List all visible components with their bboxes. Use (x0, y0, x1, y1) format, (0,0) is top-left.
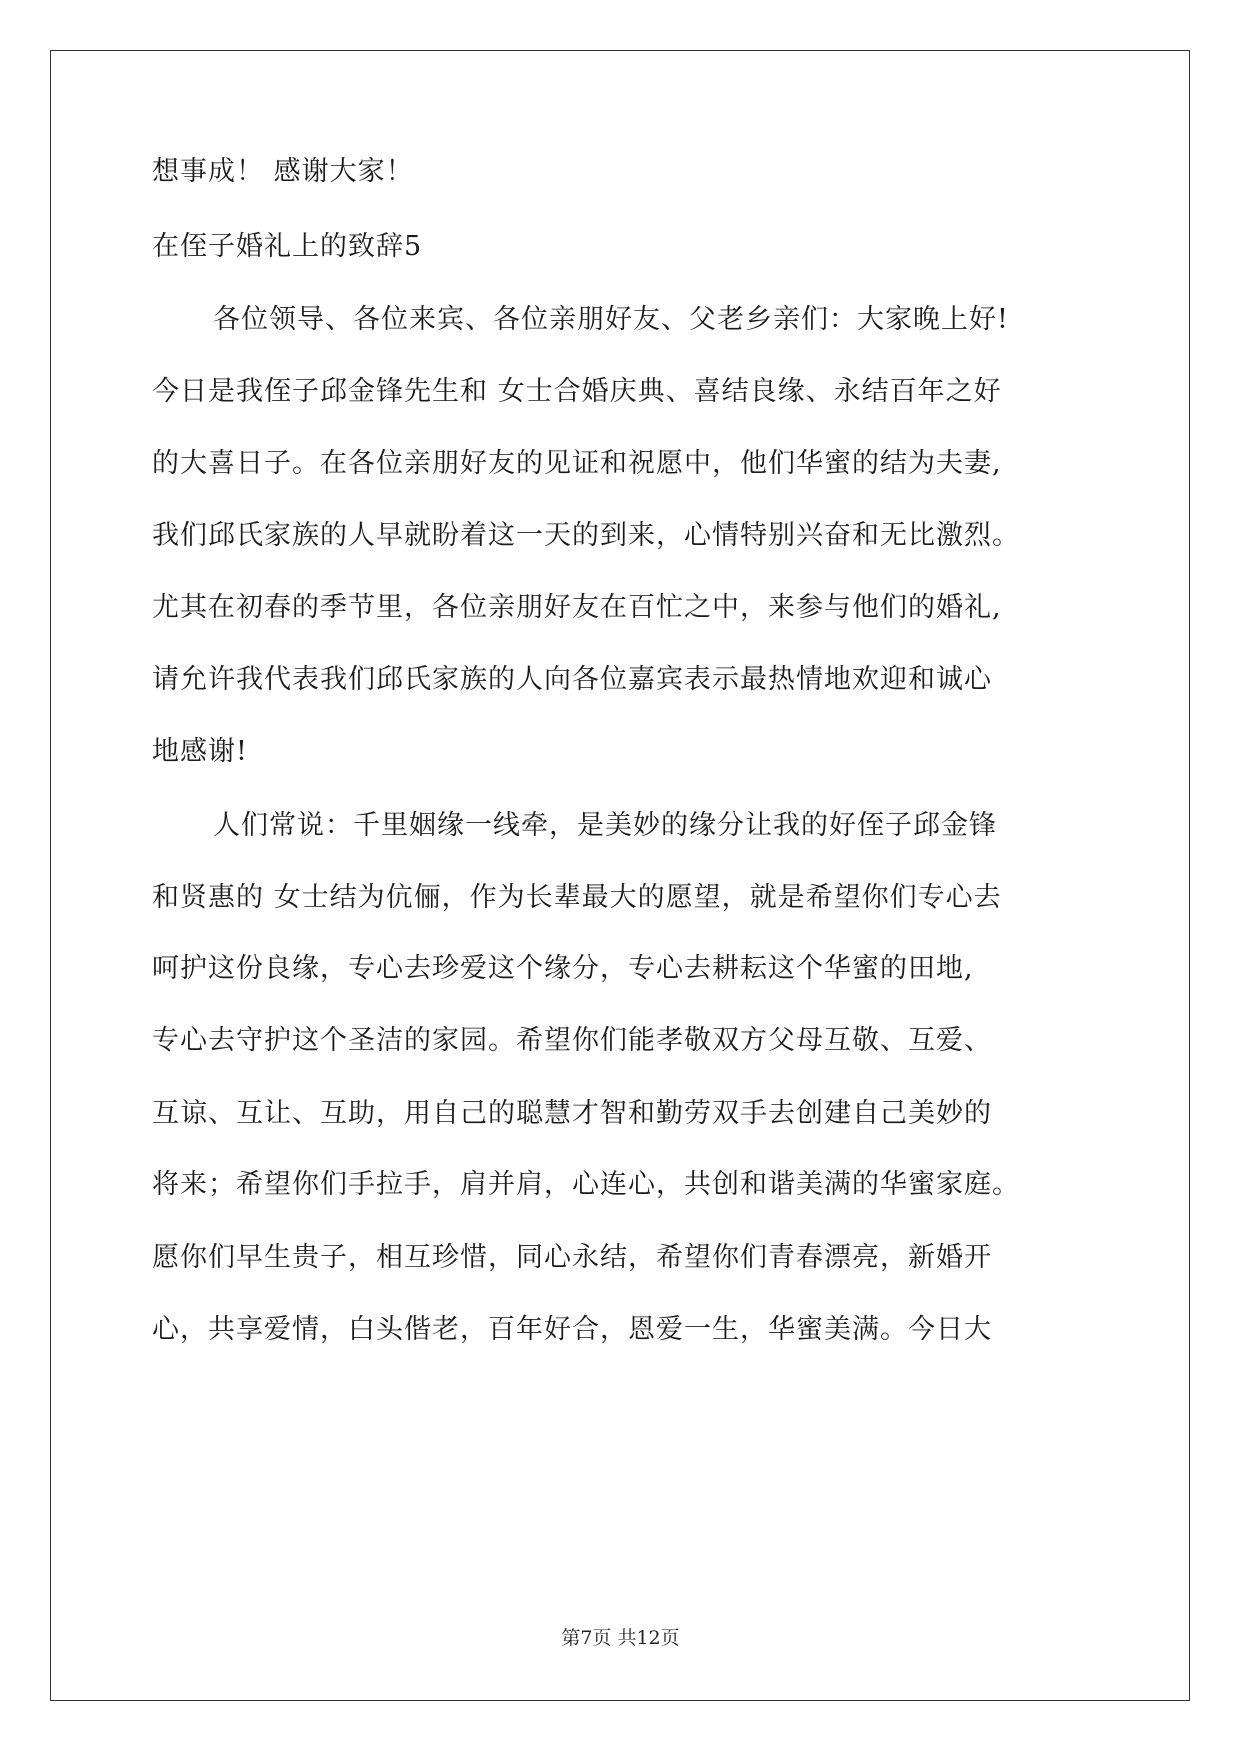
paragraph-2-line-3: 呵护这份良缘，专心去珍爱这个缘分，专心去耕耘这个华蜜的田地, (152, 953, 974, 984)
paragraph-2-line-6: 将来；希望你们手拉手，肩并肩，心连心，共创和谐美满的华蜜家庭。 (152, 1169, 1020, 1200)
paragraph-1-line-3: 的大喜日子。在各位亲朋好友的见证和祝愿中，他们华蜜的结为夫妻, (152, 448, 1002, 479)
paragraph-2-line-8: 心，共享爱情，白头偕老，百年好合，恩爱一生，华蜜美满。今日大 (152, 1314, 992, 1345)
section-heading: 在侄子婚礼上的致辞5 (152, 231, 423, 262)
paragraph-1-line-7: 地感谢! (152, 736, 248, 767)
paragraph-1-line-6: 请允许我代表我们邱氏家族的人向各位嘉宾表示最热情地欢迎和诚心 (152, 664, 992, 695)
paragraph-2-line-4: 专心去守护这个圣洁的家园。希望你们能孝敬双方父母互敬、互爱、 (152, 1025, 992, 1056)
page-number-footer: 第7页 共12页 (561, 1627, 680, 1649)
text-line-closing: 想事成！ 感谢大家！ (152, 156, 414, 187)
paragraph-1-line-1: 各位领导、各位来宾、各位亲朋好友、父老乡亲们：大家晚上好! (213, 304, 1009, 335)
paragraph-1-line-4: 我们邱氏家族的人早就盼着这一天的到来，心情特别兴奋和无比激烈。 (152, 520, 1020, 551)
paragraph-2-line-7: 愿你们早生贵子，相互珍惜，同心永结，希望你们青春漂亮，新婚开 (152, 1242, 992, 1273)
paragraph-2-line-2: 和贤惠的 女士结为伉俪，作为长辈最大的愿望，就是希望你们专心去 (152, 882, 1002, 913)
paragraph-1-line-2: 今日是我侄子邱金锋先生和 女士合婚庆典、喜结良缘、永结百年之好 (152, 376, 1002, 407)
paragraph-1-line-5: 尤其在初春的季节里，各位亲朋好友在百忙之中，来参与他们的婚礼, (152, 592, 1002, 623)
paragraph-2-line-5: 互谅、互让、互助，用自己的聪慧才智和勤劳双手去创建自己美妙的 (152, 1098, 992, 1129)
paragraph-2-line-1: 人们常说：千里姻缘一线牵，是美妙的缘分让我的好侄子邱金锋 (213, 810, 997, 841)
page-border (50, 50, 1190, 1701)
